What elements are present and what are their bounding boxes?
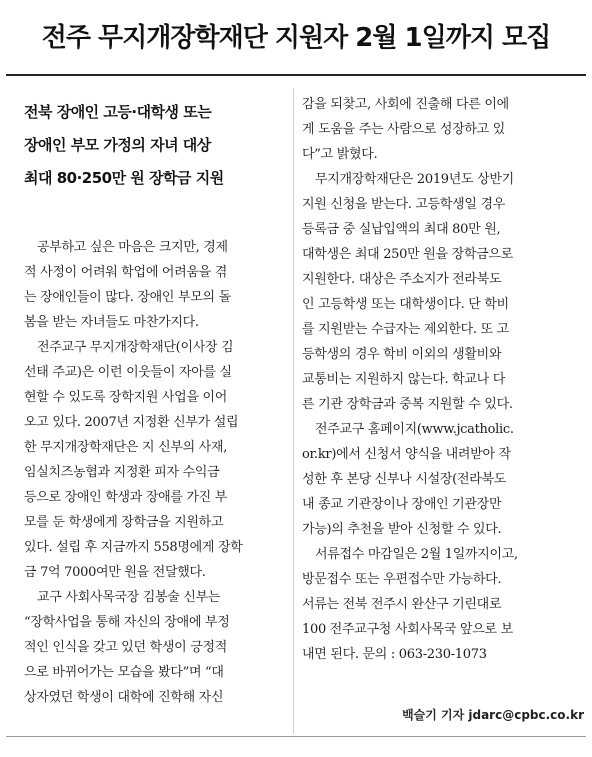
- body-line: 한 무지개장학재단은 지 신부의 사재,: [24, 440, 228, 455]
- body-line: 100 전주교구청 사회사목국 앞으로 보: [302, 622, 513, 637]
- body-line: 내면 된다. 문의 : 063-230-1073: [302, 647, 487, 662]
- body-line: 있다. 설립 후 지금까지 558명에게 장학: [24, 540, 243, 555]
- body-line: 교통비는 지원하지 않는다. 학교나 다: [302, 372, 506, 387]
- body-line: 등학생의 경우 학비 이외의 생활비와: [302, 347, 502, 362]
- body-line: 감을 되찾고, 사회에 진출해 다른 이에: [302, 97, 509, 112]
- column-separator: [293, 88, 294, 734]
- body-paragraph: [302, 167, 584, 417]
- body-line: 전주교구 홈페이지(www.jcatholic.: [315, 422, 514, 437]
- subhead-line: 전북 장애인 고등·대학생 또는: [24, 103, 212, 121]
- body-line: 른 기관 장학금과 중복 지원할 수 있다.: [302, 397, 513, 412]
- body-line: 서류접수 마감일은 2월 1일까지이고,: [315, 547, 518, 562]
- body-line: 서류는 전북 전주시 완산구 기린대로: [302, 597, 502, 612]
- body-line: 오고 있다. 2007년 지정환 신부가 설립: [24, 415, 239, 430]
- right-column: [302, 92, 584, 667]
- right-body-text: [302, 92, 584, 667]
- body-paragraph: [302, 542, 584, 667]
- left-column: [24, 92, 288, 710]
- body-line: 공부하고 싶은 마음은 크지만, 경제: [37, 240, 228, 255]
- body-line: 다”고 밝혔다.: [302, 147, 378, 162]
- body-line: 지원한다. 대상은 주소지가 전라북도: [302, 272, 502, 287]
- body-line: 금 7억 7000여만 원을 전달했다.: [24, 565, 206, 580]
- body-line: 성한 후 본당 신부나 시설장(전라북도: [302, 472, 506, 487]
- body-line: 적인 인식을 갖고 있던 학생이 긍정적: [24, 640, 228, 655]
- body-line: “장학사업을 통해 자신의 장애에 부정: [24, 615, 230, 630]
- body-line: 대학생은 최대 250만 원을 장학금으로: [302, 247, 513, 262]
- body-paragraph: [24, 235, 288, 335]
- body-line: 내 종교 기관장이나 장애인 기관장만: [302, 497, 502, 512]
- body-line: 지원 신청을 받는다. 고등학생일 경우: [302, 197, 506, 212]
- body-line: or.kr)에서 신청서 양식을 내려받아 작: [302, 447, 511, 462]
- left-body-text: [24, 235, 288, 710]
- body-line: 게 도움을 주는 사람으로 성장하고 있: [302, 122, 506, 137]
- body-line: 방문접수 또는 우편접수만 가능하다.: [302, 572, 502, 587]
- article-headline: 전주 무지개장학재단 지원자 2월 1일까지 모집: [41, 22, 551, 53]
- body-paragraph: [24, 585, 288, 710]
- body-line: 임실치즈농협과 지정환 피자 수익금: [24, 465, 220, 480]
- bottom-rule: [6, 736, 586, 737]
- body-line: 적 사정이 어려워 학업에 어려움을 겪: [24, 265, 228, 280]
- body-line: 등으로 장애인 학생과 장애를 가진 부: [24, 490, 228, 505]
- body-line: 선태 주교)은 이런 이웃들이 자아를 실: [24, 365, 232, 380]
- body-paragraph: [302, 417, 584, 542]
- body-line: 는 장애인들이 많다. 장애인 부모의 돌: [24, 290, 231, 305]
- article-subhead: [24, 96, 288, 195]
- body-line: 등록금 중 실납입액의 최대 80만 원,: [302, 222, 501, 237]
- subhead-line: 장애인 부모 가정의 자녀 대상: [24, 136, 211, 154]
- body-line: 모를 둔 학생에게 장학금을 지원하고: [24, 515, 224, 530]
- body-line: 현할 수 있도록 장학지원 사업을 이어: [24, 390, 228, 405]
- body-line: 가능)의 추천을 받아 신청할 수 있다.: [302, 522, 502, 537]
- body-line: 인 고등학생 또는 대학생이다. 단 학비: [302, 297, 509, 312]
- body-line: 으로 바뀌어가는 모습을 봤다”며 “대: [24, 665, 224, 680]
- body-line: 를 지원받는 수급자는 제외한다. 또 고: [302, 322, 509, 337]
- body-line: 교구 사회사목국장 김봉술 신부는: [37, 590, 221, 605]
- article-byline: 백슬기 기자 jdarc@cpbc.co.kr: [402, 708, 584, 722]
- body-paragraph: [302, 92, 584, 167]
- body-line: 전주교구 무지개장학재단(이사장 김: [37, 340, 234, 355]
- body-paragraph: [24, 335, 288, 585]
- subhead-line: 최대 80·250만 원 장학금 지원: [24, 169, 224, 187]
- body-line: 무지개장학재단은 2019년도 상반기: [315, 172, 514, 187]
- headline-rule: [6, 74, 586, 76]
- body-line: 상자였던 학생이 대학에 진학해 자신: [24, 690, 224, 705]
- body-line: 봄을 받는 자녀들도 마찬가지다.: [24, 315, 199, 330]
